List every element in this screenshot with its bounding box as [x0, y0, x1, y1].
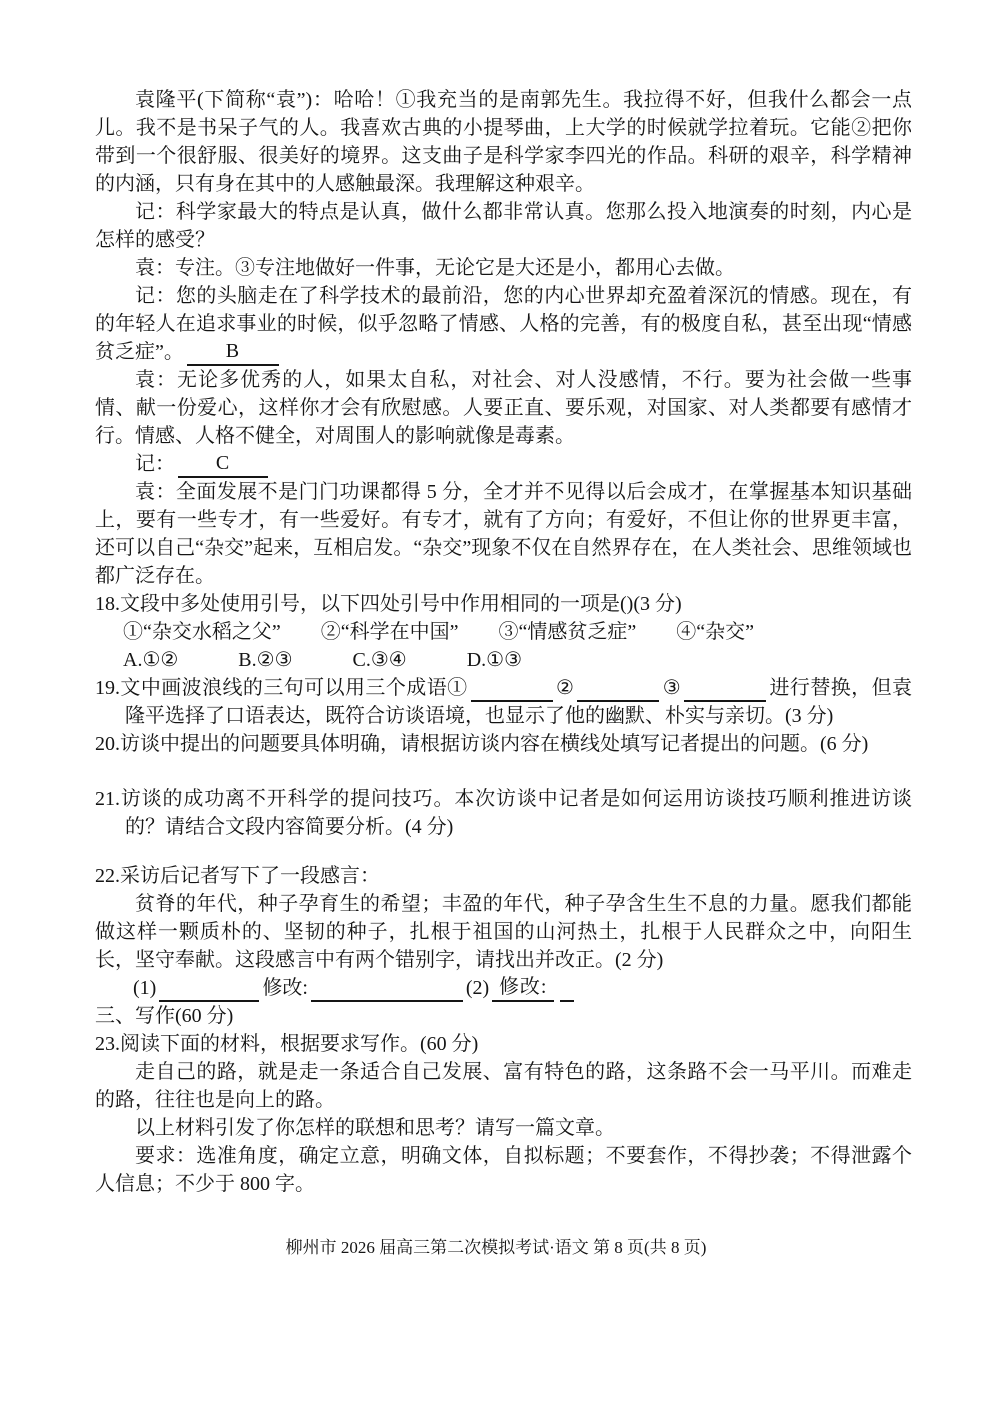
- interview-answer-yuan-violin: [95, 86, 912, 198]
- text-run: 18.文段中多处使用引号，以下四处引号中作用相同的一项是()(3 分): [95, 593, 682, 615]
- question-22-answer-line: [95, 974, 912, 1002]
- interview-question-reporter-emotion: [95, 282, 912, 366]
- text-run: 贫脊的年代，种子孕育生的希望；丰盈的年代，种子孕含生生不息的力量。愿我们都能做这样一颗质朴的、坚韧的种子，扎根于祖国的山河热土，扎根于人民群众之中，向阳生长，坚守奉献。这段感言中有两个错别字，请找出并改正。(2 分): [95, 893, 912, 971]
- answer-blank: [577, 674, 659, 702]
- answer-blank: [471, 674, 553, 702]
- question-22-passage: [95, 890, 912, 974]
- text-run: 进行替换，但袁隆平选择了口语表达，既符合访谈语境，也显示了他的幽默、朴实与亲切。(3 分): [125, 677, 913, 727]
- text-run: 袁：专注。③专注地做好一件事，无论它是大还是小，都用心去做。: [135, 257, 735, 279]
- text-run: 三、写作(60 分): [95, 1005, 234, 1027]
- interview-question-reporter-focus: [95, 198, 912, 254]
- filled-answer-blank: B: [187, 338, 279, 366]
- text-run: 20.访谈中提出的问题要具体明确，请根据访谈内容在横线处填写记者提出的问题。(6 分): [95, 733, 869, 755]
- text-run: 袁：全面发展不是门门功课都得 5 分，全才并不见得以后会成才，在掌握基本知识基础上，要有一些专才，有一些爱好。有专才，就有了方向；有爱好，不但让你的世界更丰富，还可以自己“杂交”起来，互相启发。“杂交”现象不仅在自然界存在，在人类社会、思维领域也都广泛存在。: [95, 481, 912, 587]
- question-23-requirements: [95, 1142, 912, 1198]
- answer-blank: [560, 974, 574, 1002]
- text-run: 袁：无论多优秀的人，如果太自私，对社会、对人没感情，不行。要为社会做一些事情、献一份爱心，这样你才会有欣慰感。人要正直、要乐观，对国家、对人类都要有感情才行。情感、人格不健全，对周围人的影响就像是毒素。: [95, 369, 912, 447]
- text-run: 记：您的头脑走在了科学技术的最前沿，您的内心世界却充盈着深沉的情感。现在，有的年轻人在追求事业的时候，似乎忽略了情感、人格的完善，有的极度自私，甚至出现“情感贫乏症”。: [95, 285, 912, 363]
- answer-space-q20: [95, 758, 912, 785]
- text-run: 22.采访后记者写下了一段感言：: [95, 865, 380, 887]
- filled-answer-blank: 修改:: [492, 974, 554, 1002]
- text-run: 21.访谈的成功离不开科学的提问技巧。本次访谈中记者是如何运用访谈技巧顺利推进访谈的？请结合文段内容简要分析。(4 分): [95, 788, 912, 838]
- question-23-material-2: [95, 1114, 912, 1142]
- text-run: 记：科学家最大的特点是认真，做什么都非常认真。您那么投入地演奏的时刻，内心是怎样的感受？: [95, 201, 912, 251]
- text-run: 袁隆平(下简称“袁”)：哈哈！①我充当的是南郭先生。我拉得不好，但我什么都会一点儿。我不是书呆子气的人。我喜欢古典的小提琴曲，上大学的时候就学拉着玩。它能②把你带到一个很舒服、很美好的境界。这支曲子是科学家李四光的作品。科研的艰辛，科学精神的内涵，只有身在其中的人感触最深。我理解这种艰辛。: [95, 89, 912, 195]
- question-18-choices: [95, 646, 912, 674]
- question-21-stem: [95, 785, 912, 841]
- text-run: ②: [555, 677, 575, 699]
- text-run: 23.阅读下面的材料，根据要求写作。(60 分): [95, 1033, 479, 1055]
- page-footer: 柳州市 2026 届高三第二次模拟考试·语文 第 8 页(共 8 页): [285, 1238, 707, 1257]
- text-run: (1): [133, 977, 157, 999]
- interview-answer-yuan-focus: [95, 254, 912, 282]
- text-run: 以上材料引发了你怎样的联想和思考？请写一篇文章。: [135, 1117, 615, 1139]
- text-run: (2): [465, 977, 490, 999]
- section-writing-heading: [95, 1002, 912, 1030]
- question-18-stem: [95, 590, 912, 618]
- question-22-stem: [95, 862, 912, 890]
- question-19-stem: [95, 674, 912, 730]
- answer-blank: [684, 674, 766, 702]
- interview-answer-yuan-emotion: [95, 366, 912, 450]
- text-run: ①“杂交水稻之父” ②“科学在中国” ③“情感贫乏症” ④“杂交”: [123, 621, 755, 643]
- question-18-items: [95, 618, 912, 646]
- text-run: ③: [662, 677, 682, 699]
- text-run: 要求：选准角度，确定立意，明确文体，自拟标题；不要套作，不得抄袭；不得泄露个人信息；不少于 800 字。: [95, 1145, 912, 1195]
- interview-answer-yuan-development: [95, 478, 912, 590]
- text-run: 记：: [135, 453, 175, 475]
- answer-blank: [159, 974, 259, 1002]
- answer-blank: [311, 974, 463, 1002]
- question-20-stem: [95, 730, 912, 758]
- question-23-stem: [95, 1030, 912, 1058]
- interview-question-reporter-blank-c: [95, 450, 912, 478]
- answer-space-q21: [95, 841, 912, 862]
- question-23-material-1: [95, 1058, 912, 1114]
- text-run: A.①② B.②③ C.③④ D.①③: [123, 649, 523, 671]
- filled-answer-blank: C: [178, 450, 268, 478]
- document-body: [95, 86, 912, 1198]
- text-run: 修改:: [262, 977, 308, 999]
- text-run: 19.文中画波浪线的三句可以用三个成语①: [95, 677, 468, 699]
- text-run: 走自己的路，就是走一条适合自己发展、富有特色的路，这条路不会一马平川。而难走的路，往往也是向上的路。: [95, 1061, 912, 1111]
